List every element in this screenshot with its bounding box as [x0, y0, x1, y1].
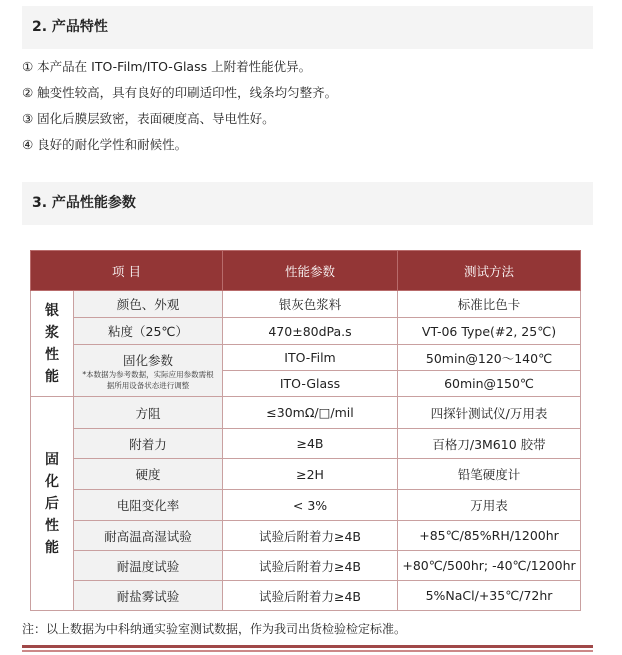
table-row — [31, 581, 581, 611]
table-row — [31, 345, 581, 371]
cell-item: 粘度（25℃） — [74, 318, 223, 345]
cell-method: 标准比色卡 — [398, 291, 581, 318]
table-row — [31, 429, 581, 459]
table-row — [31, 291, 581, 318]
cell-value: 银灰色浆料 — [223, 291, 398, 318]
section-title-features: 2. 产品特性 — [22, 6, 593, 49]
cell-value: 试验后附着力≥4B — [223, 581, 398, 611]
table-row — [31, 551, 581, 581]
cure-note: *本数据为参考数据，实际应用参数需根据所用设备状态进行调整 — [82, 369, 214, 390]
cell-item: 硬度 — [74, 459, 223, 490]
divider — [22, 645, 593, 648]
group-label-text: 银浆性能 — [45, 302, 59, 385]
cell-method: 四探针测试仪/万用表 — [398, 397, 581, 429]
cell-method: +80℃/500hr; -40℃/1200hr — [398, 551, 581, 581]
cell-item: 耐盐雾试验 — [74, 581, 223, 611]
divider — [22, 650, 593, 652]
cell-item: 电阻变化率 — [74, 490, 223, 521]
feature-item: ② 触变性较高，具有良好的印刷适印性，线条均匀整齐。 — [22, 85, 338, 100]
table-row — [31, 459, 581, 490]
cell-value: ≤30mΩ/□/mil — [223, 397, 398, 429]
cell-value: ITO-Glass — [223, 371, 398, 397]
cell-method: 百格刀/3M610 胶带 — [398, 429, 581, 459]
table-row — [31, 521, 581, 551]
header-item: 项 目 — [31, 251, 223, 291]
table-row — [31, 490, 581, 521]
cell-method: 万用表 — [398, 490, 581, 521]
feature-item: ① 本产品在 ITO-Film/ITO-Glass 上附着性能优异。 — [22, 59, 312, 74]
table-row — [31, 397, 581, 429]
parameters-table — [30, 250, 581, 611]
header-value: 性能参数 — [223, 251, 398, 291]
table-header — [31, 251, 581, 291]
section-title-parameters: 3. 产品性能参数 — [22, 182, 593, 225]
cell-value: ≥4B — [223, 429, 398, 459]
group-label — [31, 291, 74, 397]
cell-method: 铅笔硬度计 — [398, 459, 581, 490]
feature-item: ③ 固化后膜层致密，表面硬度高、导电性好。 — [22, 111, 275, 126]
cell-method: 5%NaCl/+35℃/72hr — [398, 581, 581, 611]
group-label — [31, 397, 74, 611]
cure-item-label: 固化参数 — [123, 352, 174, 368]
cell-method: 50min@120～140℃ — [398, 345, 581, 371]
cell-item — [74, 345, 223, 397]
group-label-text: 固化后性能 — [45, 451, 59, 556]
cell-item: 附着力 — [74, 429, 223, 459]
cell-value: < 3% — [223, 490, 398, 521]
cell-item: 耐高温高湿试验 — [74, 521, 223, 551]
cell-item: 耐温度试验 — [74, 551, 223, 581]
cell-value: 470±80dPa.s — [223, 318, 398, 345]
header-method: 测试方法 — [398, 251, 581, 291]
table-row — [31, 318, 581, 345]
cell-value: ITO-Film — [223, 345, 398, 371]
feature-item: ④ 良好的耐化学性和耐候性。 — [22, 137, 188, 152]
footnote: 注：以上数据为中科纳通实验室测试数据，作为我司出货检验检定标准。 — [22, 622, 407, 636]
cell-value: ≥2H — [223, 459, 398, 490]
cell-method: VT-06 Type(#2, 25℃) — [398, 318, 581, 345]
cell-item: 方阻 — [74, 397, 223, 429]
cell-value: 试验后附着力≥4B — [223, 521, 398, 551]
cell-method: +85℃/85%RH/1200hr — [398, 521, 581, 551]
cell-value: 试验后附着力≥4B — [223, 551, 398, 581]
cell-method: 60min@150℃ — [398, 371, 581, 397]
cell-item: 颜色、外观 — [74, 291, 223, 318]
